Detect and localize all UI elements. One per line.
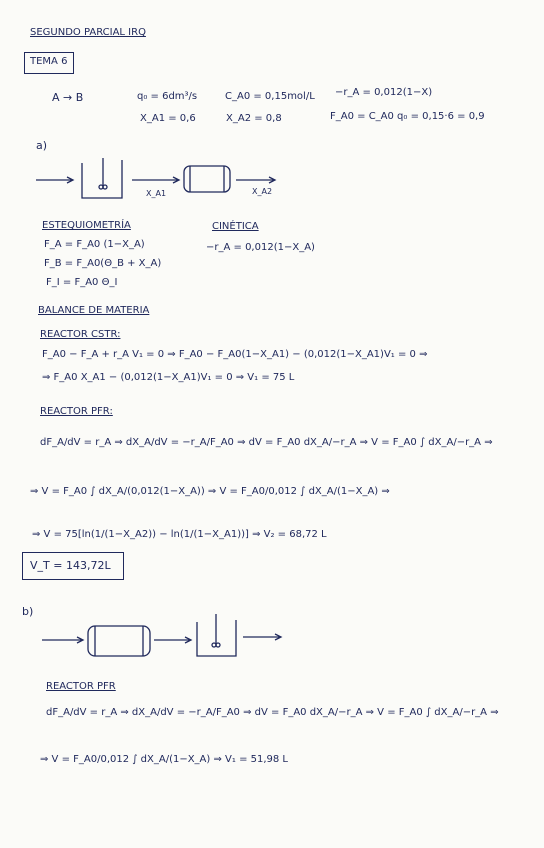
mass-balance-title: BALANCE DE MATERIA — [38, 305, 150, 316]
kinetics-line: −r_A = 0,012(1−X_A) — [206, 242, 315, 253]
pfr-b-title: REACTOR PFR — [46, 681, 116, 692]
stoichiometry-line: F_A = F_A0 (1−X_A) — [44, 239, 145, 250]
conversion-1: X_A1 = 0,6 — [140, 113, 196, 124]
kinetics-title: CINÉTICA — [212, 221, 259, 232]
stoichiometry-line: F_I = F_A0 Θ_I — [46, 277, 118, 288]
cstr-title: REACTOR CSTR: — [40, 329, 121, 340]
cstr-equation: ⇒ F_A0 X_A1 − (0,012(1−X_A1)V₁ = 0 ⇒ V₁ = 75 L — [42, 372, 295, 383]
pfr-equation: ⇒ V = 75[ln(1/(1−X_A2)) − ln(1/(1−X_A1))] ⇒ V₂ = 68,72 L — [32, 529, 327, 540]
stoichiometry-line: F_B = F_A0(Θ_B + X_A) — [44, 258, 162, 269]
initial-concentration: C_A0 = 0,15mol/L — [225, 91, 315, 102]
conversion-2: X_A2 = 0,8 — [226, 113, 282, 124]
tema-label: TEMA 6 — [30, 56, 68, 67]
xa1-stream-label: X_A1 — [146, 189, 167, 198]
molar-flow: F_A0 = C_A0 q₀ = 0,15·6 = 0,9 — [330, 111, 485, 122]
xa2-stream-label: X_A2 — [252, 187, 273, 196]
reaction: A → B — [52, 91, 84, 104]
rate-law: −r_A = 0,012(1−X) — [335, 87, 433, 98]
pfr-b-equation: dF_A/dV = r_A ⇒ dX_A/dV = −r_A/F_A0 ⇒ dV = F_A0 dX_A/−r_A ⇒ V = F_A0 ∫ dX_A/−r_A ⇒ — [46, 707, 499, 718]
pfr-b-equation: ⇒ V = F_A0/0,012 ∫ dX_A/(1−X_A) ⇒ V₁ = 51,98 L — [40, 754, 288, 765]
pfr-title: REACTOR PFR: — [40, 406, 113, 417]
total-volume: V_T = 143,72L — [30, 559, 111, 572]
part-a-label: a) — [36, 139, 48, 152]
flow-rate: q₀ = 6dm³/s — [137, 91, 198, 102]
part-b-label: b) — [22, 605, 34, 618]
cstr-equation: F_A0 − F_A + r_A V₁ = 0 ⇒ F_A0 − F_A0(1−X_A1) − (0,012(1−X_A1)V₁ = 0 ⇒ — [42, 349, 428, 360]
pfr-equation: dF_A/dV = r_A ⇒ dX_A/dV = −r_A/F_A0 ⇒ dV = F_A0 dX_A/−r_A ⇒ V = F_A0 ∫ dX_A/−r_A ⇒ — [40, 437, 493, 448]
stoichiometry-title: ESTEQUIOMETRÍA — [42, 220, 131, 231]
page-title: SEGUNDO PARCIAL IRQ — [30, 27, 146, 38]
pfr-equation: ⇒ V = F_A0 ∫ dX_A/(0,012(1−X_A)) ⇒ V = F_A0/0,012 ∫ dX_A/(1−X_A) ⇒ — [30, 486, 390, 497]
